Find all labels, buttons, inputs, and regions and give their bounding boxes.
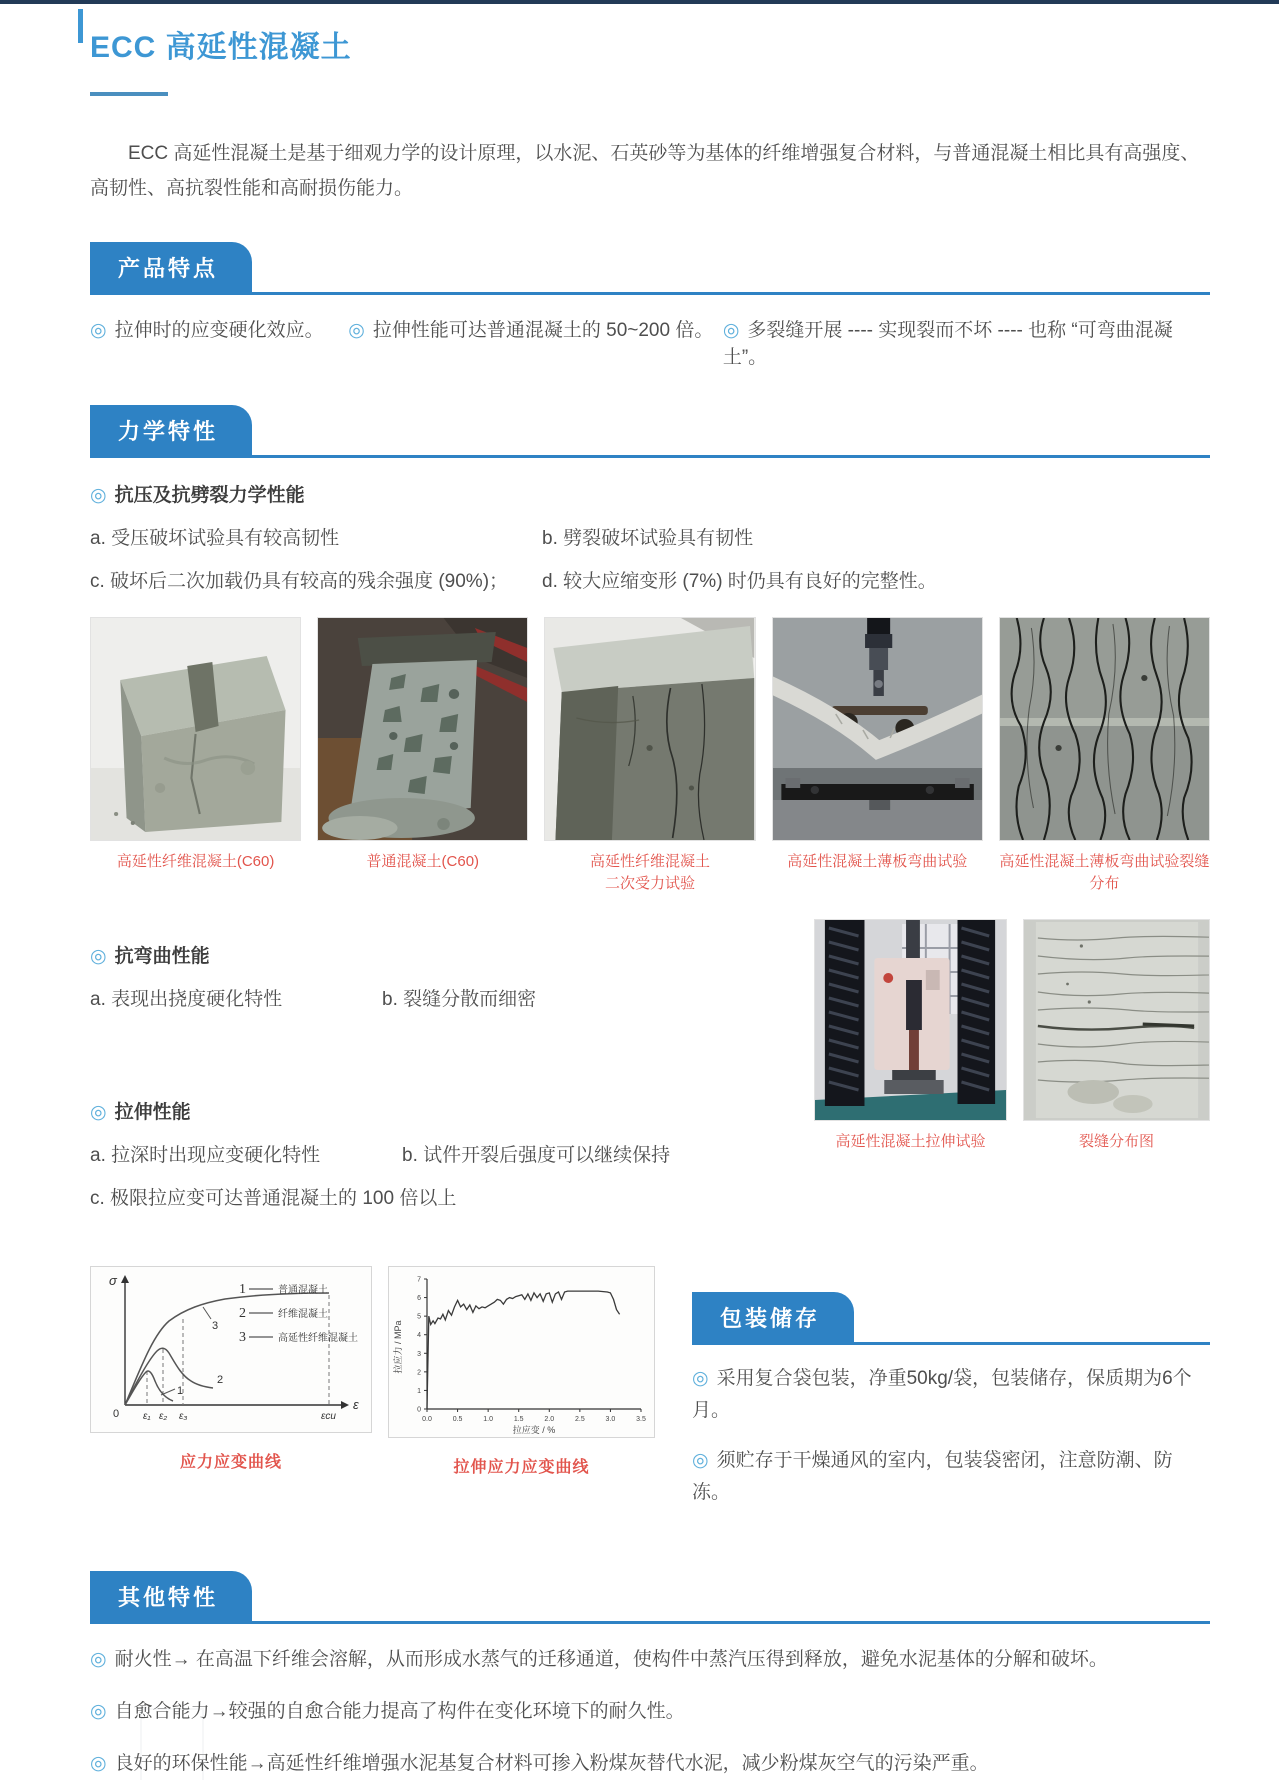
title-accent-bar: [78, 9, 83, 43]
curve-label-3: 3: [212, 1320, 219, 1332]
ring-bullet-icon: ◎: [692, 1450, 709, 1471]
svg-text:7: 7: [417, 1276, 421, 1284]
svg-text:2.5: 2.5: [574, 1416, 585, 1423]
y-axis-label: σ: [109, 1273, 117, 1288]
svg-text:2: 2: [417, 1369, 421, 1377]
ring-bullet-icon: ◎: [722, 320, 740, 341]
compress-heading: [90, 480, 1210, 507]
schematic-curves: [91, 1267, 371, 1432]
tensile-curve-plot: [389, 1267, 654, 1437]
bend-tensile-block: [90, 919, 1210, 1210]
photo-caption: 普通混凝土(C60): [366, 853, 480, 870]
svg-text:2.0: 2.0: [544, 1416, 555, 1423]
chart-frame: [90, 1266, 372, 1433]
compress-a: a. 受压破坏试验具有较高韧性: [90, 528, 340, 549]
chart-caption: 应力应变曲线: [179, 1454, 282, 1471]
bend-tensile-text: [90, 919, 814, 1210]
svg-text:3.0: 3.0: [605, 1416, 616, 1423]
bend-a: a. 表现出挠度硬化特性: [90, 989, 283, 1010]
photo-caption: 高延性纤维混凝土(C60): [116, 853, 275, 870]
top-border-bar: [0, 0, 1279, 4]
ring-bullet-icon: ◎: [90, 485, 107, 506]
ring-bullet-icon: ◎: [692, 1368, 709, 1389]
legend-key-3: 3: [239, 1330, 246, 1345]
svg-text:5: 5: [417, 1313, 421, 1321]
ring-bullet-icon: ◎: [348, 320, 365, 341]
feature-item: [348, 315, 723, 369]
x-axis-label: ε: [353, 1397, 359, 1412]
photo-caption-line2: 二次受力试验: [604, 875, 695, 892]
tensile-a: a. 拉深时出现应变硬化特性: [90, 1145, 321, 1166]
svg-text:1: 1: [417, 1387, 421, 1395]
section-tab-other: 其他特性: [90, 1571, 252, 1621]
tensile-heading: [90, 1097, 790, 1124]
chart-caption: 拉伸应力应变曲线: [453, 1459, 590, 1476]
photo-ductile-fiber-secondary-load: [544, 617, 755, 895]
photo-caption-line1: 高延性纤维混凝土: [589, 853, 710, 870]
other-item: [90, 1696, 1210, 1728]
x-axis-label: 拉应变 / %: [512, 1425, 556, 1435]
photo-crack-distribution-figure: [1023, 919, 1210, 1210]
compress-heading-text: 抗压及抗劈裂力学性能: [114, 485, 305, 506]
curve-label-1: 1: [177, 1385, 184, 1397]
legend-key-1: 1: [239, 1282, 246, 1297]
svg-text:4: 4: [417, 1332, 421, 1340]
svg-text:1.0: 1.0: [483, 1416, 494, 1423]
packaging-section: [692, 1292, 1210, 1509]
bend-b: b. 裂缝分散而细密: [382, 989, 537, 1010]
other-item: [90, 1644, 1210, 1676]
crack-network-image: [1000, 618, 1209, 840]
packaging-item-text: 采用复合袋包装，净重50kg/袋，包装储存，保质期为6个月。: [692, 1368, 1192, 1421]
feature-item-text: 拉伸时的应变硬化效应。: [114, 320, 324, 341]
section-tab-features: 产品特点: [90, 242, 252, 292]
y-axis-label: 拉应力 / MPa: [393, 1320, 403, 1374]
other-item-text: 良好的环保性能→高延性纤维增强水泥基复合材料可掺入粉煤灰替代水泥，减少粉煤灰空气的污染严重。: [114, 1753, 989, 1774]
packaging-item: [692, 1445, 1210, 1509]
photo-ordinary-concrete-c60: [317, 617, 528, 895]
svg-text:0.0: 0.0: [422, 1416, 432, 1423]
photo-frame: [999, 617, 1210, 841]
ring-bullet-icon: ◎: [90, 946, 107, 967]
photo-tensile-test-machine: [814, 919, 1007, 1210]
other-features-list: [90, 1644, 1210, 1780]
tensile-photo-pair: [814, 919, 1210, 1210]
photo-thin-plate-bending-test: [772, 617, 983, 895]
other-item-text: 自愈合能力→较强的自愈合能力提高了构件在变化环境下的耐久性。: [114, 1701, 685, 1722]
section-tab-mechanical: 力学特性: [90, 405, 252, 455]
features-list: [90, 315, 1210, 369]
ring-bullet-icon: ◎: [90, 1649, 107, 1670]
tensile-machine-image: [815, 920, 1006, 1120]
watermark-ghost: [140, 1708, 204, 1780]
svg-text:1.5: 1.5: [513, 1416, 524, 1423]
origin-label: 0: [113, 1408, 120, 1420]
charts-block: [90, 1266, 652, 1509]
photo-bending-crack-distribution: [999, 617, 1210, 895]
packaging-item: [692, 1363, 1210, 1427]
stress-strain-schematic-chart: [90, 1266, 372, 1509]
dark-cube-cracks-image: [545, 618, 754, 840]
tensile-row-ab: [90, 1140, 790, 1167]
photo-caption: [544, 851, 755, 895]
tensile-c: c. 极限拉应变可达普通混凝土的 100 倍以上: [90, 1188, 457, 1209]
feature-item-text: 拉伸性能可达普通混凝土的 50~200 倍。: [372, 320, 714, 341]
photo-frame: [814, 919, 1007, 1121]
curve-label-2: 2: [217, 1374, 224, 1386]
tensile-stress-strain-chart: [388, 1266, 655, 1509]
section-header-other: [90, 1571, 1210, 1624]
page-title: ECC 高延性混凝土: [90, 31, 352, 64]
horizontal-cracks-image: [1024, 920, 1209, 1120]
photo-caption: 高延性混凝土薄板弯曲试验: [787, 853, 968, 870]
section-header-packaging: [692, 1292, 1210, 1345]
section-header-features: [90, 242, 1210, 295]
svg-text:0.5: 0.5: [452, 1416, 463, 1423]
photo-caption: 高延性混凝土拉伸试验: [835, 1133, 986, 1150]
photo-frame: [317, 617, 528, 841]
ring-bullet-icon: ◎: [90, 1102, 107, 1123]
feature-item: [723, 315, 1210, 369]
bending-machine-image: [773, 618, 982, 840]
packaging-item-text: 须贮存于干燥通风的室内，包装袋密闭，注意防潮、防冻。: [692, 1450, 1173, 1503]
chart-frame: [388, 1266, 655, 1438]
svg-text:6: 6: [417, 1295, 421, 1303]
compress-d: d. 较大应缩变形 (7%) 时仍具有良好的完整性。: [542, 571, 937, 592]
feature-item: [90, 315, 348, 369]
photo-caption: 裂缝分布图: [1078, 1133, 1154, 1150]
crushed-concrete-image: [318, 618, 527, 840]
legend-label-3: 高延性纤维混凝土: [278, 1333, 358, 1344]
photo-frame: [772, 617, 983, 841]
compress-c: c. 破坏后二次加载仍具有较高的残余强度 (90%)；: [90, 571, 509, 592]
spacer: [90, 1011, 790, 1075]
ring-bullet-icon: ◎: [90, 1701, 107, 1722]
other-item: [90, 1748, 1210, 1780]
svg-text:3: 3: [417, 1350, 421, 1358]
photo-frame: [90, 617, 301, 841]
tensile-row-c: [90, 1183, 790, 1210]
charts-and-packaging-row: [90, 1266, 1210, 1509]
intro-paragraph: ECC 高延性混凝土是基于细观力学的设计原理，以水泥、石英砂等为基体的纤维增强复合材料，与普通混凝土相比具有高强度、高韧性、高抗裂性能和高耐损伤能力。: [90, 143, 1200, 199]
photo-ductile-fiber-concrete-c60: [90, 617, 301, 895]
legend-label-1: 普通混凝土: [278, 1285, 328, 1296]
concrete-cube-groove-image: [91, 618, 300, 840]
tensile-b: b. 试件开裂后强度可以继续保持: [402, 1145, 671, 1166]
photo-frame: [1023, 919, 1210, 1121]
section-header-mechanical: [90, 405, 1210, 458]
bend-row-ab: [90, 984, 790, 1011]
bend-heading-text: 抗弯曲性能: [114, 946, 210, 967]
specimen-photo-row: [90, 617, 1210, 895]
title-underline: [90, 92, 168, 96]
compress-row-cd: [90, 566, 1210, 593]
compress-row-ab: [90, 523, 1210, 550]
legend-key-2: 2: [239, 1306, 246, 1321]
x-tick-eps3: ε₃: [179, 1411, 188, 1422]
section-tab-packaging: 包装储存: [692, 1292, 854, 1342]
svg-text:3.5: 3.5: [636, 1416, 646, 1423]
tensile-heading-text: 拉伸性能: [114, 1102, 191, 1123]
other-item-text: 耐火性→ 在高温下纤维会溶解，从而形成水蒸气的迁移通道，使构件中蒸汽压得到释放，避免水泥基体的分解和破坏。: [114, 1649, 1108, 1670]
compress-b: b. 劈裂破坏试验具有韧性: [542, 528, 754, 549]
x-tick-eps1: ε₁: [143, 1411, 151, 1422]
photo-caption: 高延性混凝土薄板弯曲试验裂缝分布: [999, 853, 1210, 892]
ring-bullet-icon: ◎: [90, 320, 107, 341]
bend-heading: [90, 941, 790, 968]
photo-frame: [544, 617, 755, 841]
x-tick-epscu: εcu: [321, 1411, 336, 1422]
svg-text:0: 0: [417, 1406, 421, 1414]
ring-bullet-icon: ◎: [90, 1753, 107, 1774]
x-tick-eps2: ε₂: [159, 1411, 168, 1422]
feature-item-text: 多裂缝开展 ---- 实现裂而不坏 ---- 也称 “可弯曲混凝土”。: [722, 320, 1173, 368]
legend-label-2: 纤维混凝土: [278, 1309, 328, 1320]
